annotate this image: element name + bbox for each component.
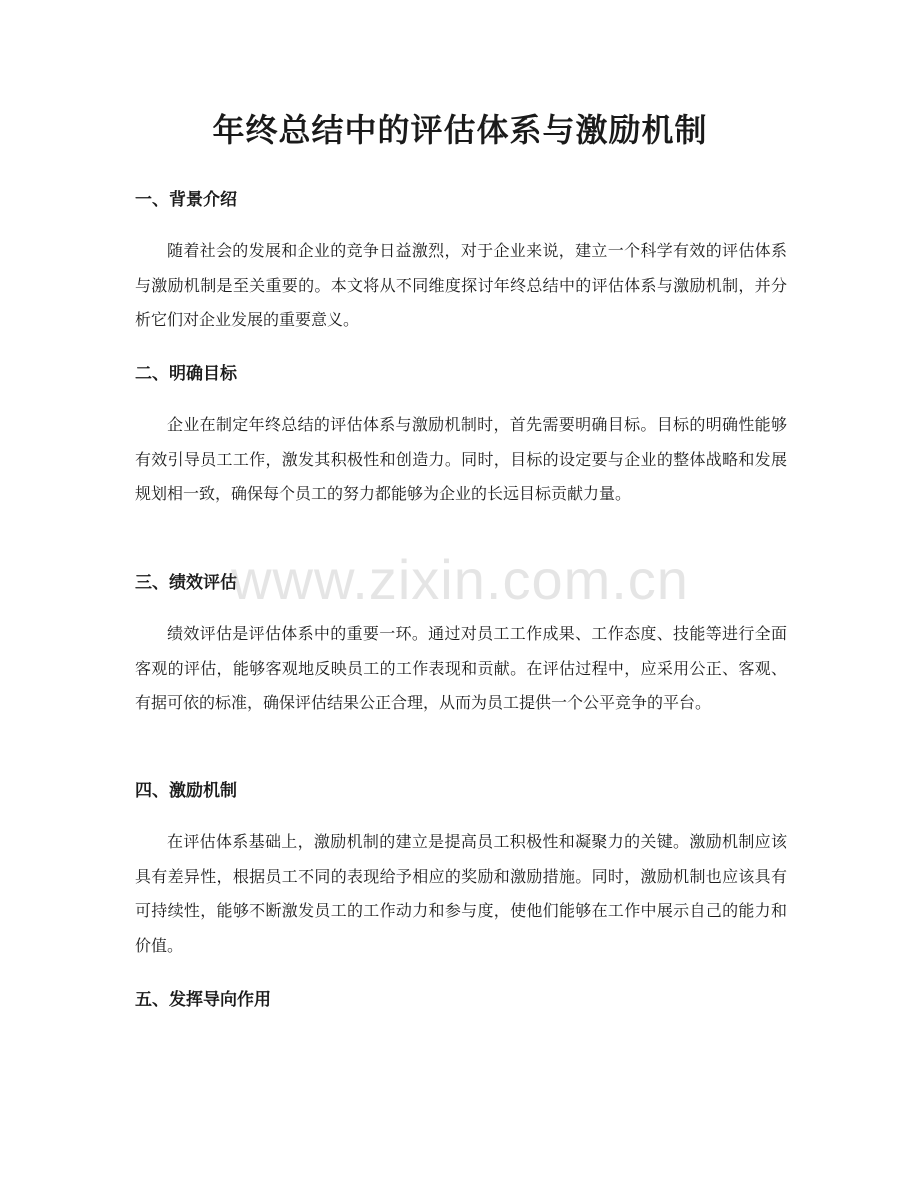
section-guiding-role bbox=[135, 988, 787, 1012]
section-paragraph: 随着社会的发展和企业的竞争日益激烈，对于企业来说，建立一个科学有效的评估体系与激励机制是至关重要的。本文将从不同维度探讨年终总结中的评估体系与激励机制，并分析它们对企业发展的重要意义。 bbox=[135, 241, 787, 330]
section-heading: 一、背景介绍 bbox=[135, 190, 237, 210]
section-paragraph: 在评估体系基础上，激励机制的建立是提高员工积极性和凝聚力的关键。激励机制应该具有差异性，根据员工不同的表现给予相应的奖励和激励措施。同时，激励机制也应该具有可持续性，能够不断激发员工的工作动力和参与度，使他们能够在工作中展示自己的能力和价值。 bbox=[135, 832, 787, 956]
section-goals bbox=[135, 362, 787, 512]
section-incentive-mechanism bbox=[135, 779, 787, 964]
section-paragraph: 绩效评估是评估体系中的重要一环。通过对员工工作成果、工作态度、技能等进行全面客观的评估，能够客观地反映员工的工作表现和贡献。在评估过程中，应采用公正、客观、有据可依的标准，确保评估结果公正合理，从而为员工提供一个公平竞争的平台。 bbox=[135, 624, 787, 713]
section-heading: 三、绩效评估 bbox=[135, 573, 237, 593]
section-paragraph: 企业在制定年终总结的评估体系与激励机制时，首先需要明确目标。目标的明确性能够有效引导员工工作，激发其积极性和创造力。同时，目标的设定要与企业的整体战略和发展规划相一致，确保每个员工的努力都能够为企业的长远目标贡献力量。 bbox=[135, 415, 787, 504]
watermark: www.zixin.com.cn bbox=[231, 548, 689, 611]
section-background bbox=[135, 188, 787, 338]
section-heading: 五、发挥导向作用 bbox=[135, 990, 271, 1010]
section-heading: 四、激励机制 bbox=[135, 781, 237, 801]
section-performance-evaluation bbox=[135, 571, 787, 721]
section-heading: 二、明确目标 bbox=[135, 364, 237, 384]
document-title: 年终总结中的评估体系与激励机制 bbox=[212, 111, 708, 149]
